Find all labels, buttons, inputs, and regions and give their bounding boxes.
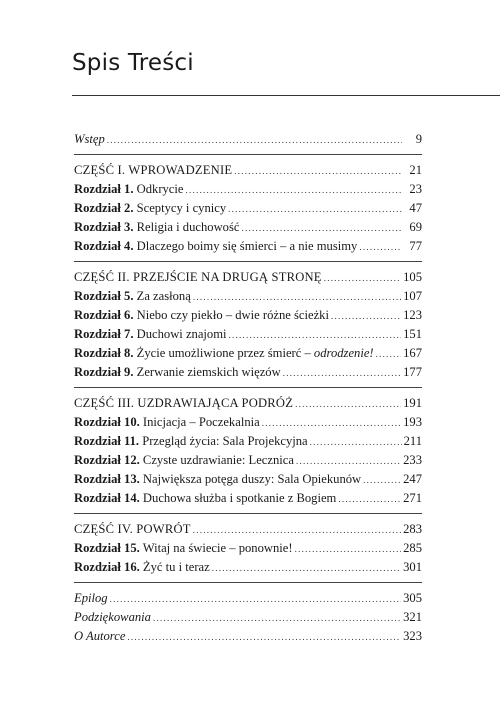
toc-entry-label: [74, 306, 329, 325]
chapter-title: Duchowi znajomi: [136, 327, 227, 341]
toc-part-row: [74, 520, 422, 539]
dot-leader: [283, 364, 401, 383]
section-divider: [74, 387, 422, 388]
dot-leader: [127, 628, 401, 647]
dot-leader: [234, 162, 402, 181]
toc-chapter-row: [74, 180, 422, 199]
toc-chapter-row: [74, 306, 422, 325]
page-number: 47: [409, 201, 422, 215]
page-number: 283: [403, 522, 422, 536]
toc-entry-row: [74, 130, 422, 149]
chapter-number: Rozdział 9.: [74, 365, 134, 379]
toc-part-row: [74, 268, 422, 287]
toc-entry-label: CZĘŚĆ IV. POWRÓT: [74, 522, 191, 536]
dot-leader: [241, 219, 402, 238]
page-number: 9: [415, 132, 422, 146]
chapter-number: Rozdział 14.: [74, 491, 140, 505]
dot-leader: [310, 433, 402, 452]
dot-leader: [193, 521, 401, 540]
toc-entry-label: Epilog: [74, 591, 108, 605]
dot-leader: [153, 609, 401, 628]
toc-entry-label: [74, 539, 293, 558]
page-number: 177: [403, 365, 422, 379]
chapter-title-italic: odrodzenie!: [313, 346, 374, 360]
dot-leader: [359, 238, 402, 257]
toc-entry-label: [74, 451, 294, 470]
toc-chapter-row: [74, 470, 422, 489]
page-number: 323: [403, 629, 422, 643]
dot-leader: [229, 326, 402, 345]
toc-chapter-row: [74, 218, 422, 237]
section-divider: [74, 154, 422, 155]
dot-leader: [331, 307, 401, 326]
toc-entry-label: Wstęp: [74, 132, 105, 146]
toc-chapter-row: [74, 432, 422, 451]
chapter-title: Religia i duchowość: [136, 220, 240, 234]
toc-part-row: [74, 394, 422, 413]
chapter-title: Sceptycy i cynicy: [136, 201, 227, 215]
toc-part-row: [74, 161, 422, 180]
toc-chapter-row: [74, 199, 422, 218]
toc-entry-label: [74, 432, 308, 451]
chapter-title: Odkrycie: [136, 182, 184, 196]
toc-entry-label: [74, 489, 336, 508]
page-number: 211: [403, 434, 422, 448]
toc-entry-label: [74, 470, 361, 489]
section-divider: [74, 261, 422, 262]
page-number: 233: [403, 453, 422, 467]
dot-leader: [338, 490, 401, 509]
dot-leader: [228, 200, 402, 219]
chapter-title: Zerwanie ziemskich więzów: [136, 365, 281, 379]
toc-entry-label: CZĘŚĆ III. UZDRAWIAJĄCA PODRÓŻ: [74, 396, 294, 410]
chapter-number: Rozdział 1.: [74, 182, 134, 196]
toc-chapter-row: [74, 451, 422, 470]
chapter-number: Rozdział 4.: [74, 239, 134, 253]
dot-leader: [110, 590, 402, 609]
dot-leader: [324, 269, 401, 288]
toc-entry-label: [74, 325, 227, 344]
dot-leader: [295, 540, 402, 559]
section-divider: [74, 513, 422, 514]
page-number: 69: [409, 220, 422, 234]
page-number: 301: [403, 560, 422, 574]
chapter-number: Rozdział 7.: [74, 327, 134, 341]
page-number: 105: [403, 270, 422, 284]
chapter-title: Życie umożliwione przez śmierć –: [136, 346, 314, 360]
dot-leader: [363, 471, 401, 490]
chapter-title: Dlaczego boimy się śmierci – a nie musimy: [136, 239, 358, 253]
dot-leader: [107, 131, 402, 150]
page-number: 271: [403, 491, 422, 505]
toc-entry-label: [74, 237, 357, 256]
chapter-number: Rozdział 5.: [74, 289, 134, 303]
chapter-number: Rozdział 11.: [74, 434, 140, 448]
page-number: 123: [403, 308, 422, 322]
page-number: 305: [403, 591, 422, 605]
toc-entry-label: [74, 558, 210, 577]
chapter-number: Rozdział 10.: [74, 415, 140, 429]
chapter-title: Witaj na świecie – ponownie!: [142, 541, 293, 555]
dot-leader: [376, 345, 401, 364]
chapter-title: Za zasłoną: [136, 289, 191, 303]
chapter-title: Duchowa służba i spotkanie z Bogiem: [142, 491, 337, 505]
title-rule: [72, 95, 500, 96]
page-number: 167: [403, 346, 422, 360]
toc-chapter-row: [74, 325, 422, 344]
toc-entry-label: [74, 344, 374, 363]
toc-entry-row: [74, 589, 422, 608]
toc-chapter-row: [74, 558, 422, 577]
chapter-number: Rozdział 12.: [74, 453, 140, 467]
toc-chapter-row: [74, 344, 422, 363]
dot-leader: [262, 414, 401, 433]
page-number: 151: [403, 327, 422, 341]
page-number: 77: [409, 239, 422, 253]
toc-entry-label: [74, 363, 281, 382]
toc-entry-label: Podziękowania: [74, 610, 151, 624]
table-of-contents: [74, 130, 422, 646]
toc-entry-label: [74, 199, 226, 218]
chapter-number: Rozdział 3.: [74, 220, 134, 234]
toc-entry-label: [74, 413, 260, 432]
toc-entry-label: [74, 218, 239, 237]
page-number: 247: [403, 472, 422, 486]
dot-leader: [185, 181, 402, 200]
chapter-number: Rozdział 16.: [74, 560, 140, 574]
page-number: 21: [409, 163, 422, 177]
dot-leader: [295, 395, 401, 414]
toc-chapter-row: [74, 489, 422, 508]
chapter-title: Przegląd życia: Sala Projekcyjna: [142, 434, 308, 448]
toc-entry-row: [74, 627, 422, 646]
toc-entry-label: O Autorce: [74, 629, 126, 643]
page-number: 191: [403, 396, 422, 410]
toc-chapter-row: [74, 539, 422, 558]
page-number: 285: [403, 541, 422, 555]
page-title: Spis Treści: [72, 50, 194, 76]
page-number: 193: [403, 415, 422, 429]
page-number: 107: [403, 289, 422, 303]
toc-entry-label: CZĘŚĆ I. WPROWADZENIE: [74, 163, 233, 177]
dot-leader: [193, 288, 401, 307]
chapter-number: Rozdział 2.: [74, 201, 134, 215]
chapter-title: Inicjacja – Poczekalnia: [142, 415, 260, 429]
toc-chapter-row: [74, 287, 422, 306]
toc-chapter-row: [74, 237, 422, 256]
chapter-title: Niebo czy piekło – dwie różne ścieżki: [136, 308, 329, 322]
chapter-number: Rozdział 13.: [74, 472, 140, 486]
toc-chapter-row: [74, 413, 422, 432]
toc-chapter-row: [74, 363, 422, 382]
toc-entry-label: [74, 287, 191, 306]
chapter-title: Największa potęga duszy: Sala Opiekunów: [142, 472, 362, 486]
page-number: 23: [409, 182, 422, 196]
chapter-number: Rozdział 6.: [74, 308, 134, 322]
toc-entry-label: CZĘŚĆ II. PRZEJŚCIE NA DRUGĄ STRONĘ: [74, 270, 322, 284]
chapter-number: Rozdział 15.: [74, 541, 140, 555]
section-divider: [74, 582, 422, 583]
dot-leader: [296, 452, 401, 471]
toc-entry-row: [74, 608, 422, 627]
toc-entry-label: [74, 180, 183, 199]
dot-leader: [212, 559, 401, 578]
chapter-title: Żyć tu i teraz: [142, 560, 210, 574]
page-number: 321: [403, 610, 422, 624]
chapter-number: Rozdział 8.: [74, 346, 134, 360]
chapter-title: Czyste uzdrawianie: Lecznica: [142, 453, 294, 467]
